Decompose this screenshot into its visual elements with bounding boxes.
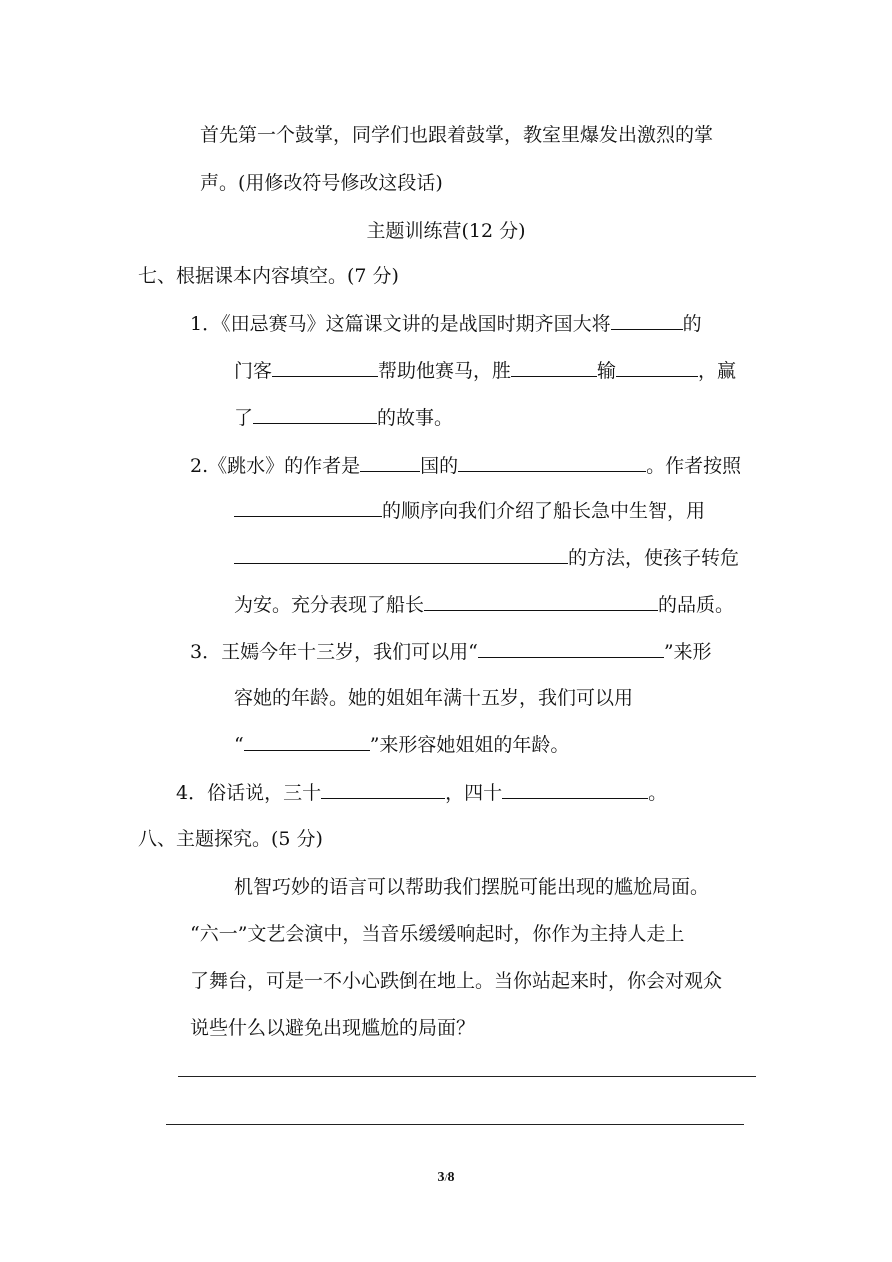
answer-blank[interactable] xyxy=(616,357,698,377)
q7-item1-text-g: 了 xyxy=(234,407,254,429)
q7-item2-text-a: 2.《跳水》的作者是 xyxy=(190,455,361,477)
q7-item4-text-a: 4．俗话说，三十 xyxy=(176,782,322,804)
q7-item2-line1 xyxy=(190,452,741,479)
q7-item1-text-f: ，赢 xyxy=(698,360,737,382)
answer-blank[interactable] xyxy=(424,591,658,611)
answer-blank[interactable] xyxy=(511,357,597,377)
q7-item4-line1 xyxy=(176,779,667,806)
q7-item1-text-d: 帮助他赛马，胜 xyxy=(378,360,512,382)
q7-item3-text-a: 3．王嫣今年十三岁，我们可以用“ xyxy=(190,641,478,663)
q7-item1-text-c: 门客 xyxy=(234,360,273,382)
intro-line-2: 声。(用修改符号修改这段话) xyxy=(200,172,443,194)
q7-item1-text-a: 1．《田忌赛马》这篇课文讲的是战国时期齐国大将 xyxy=(190,313,611,335)
answer-blank[interactable] xyxy=(272,357,378,377)
answer-blank[interactable] xyxy=(253,404,377,424)
q7-item3-text-b: ”来形 xyxy=(663,641,712,663)
answer-blank[interactable] xyxy=(234,544,568,564)
q7-item3-text-e: ”来形容她姐姐的年龄。 xyxy=(369,734,570,756)
section-heading: 主题训练营(12 分) xyxy=(366,220,526,242)
q7-item2-line3 xyxy=(234,544,739,571)
q7-item1-line3 xyxy=(234,404,453,431)
q8-heading: 八、主题探究。(5 分) xyxy=(138,828,323,850)
answer-blank[interactable] xyxy=(611,310,683,330)
q8-paragraph-line-4: 说些什么以避免出现尴尬的局面？ xyxy=(190,1017,476,1039)
q7-item2-text-b: 国的 xyxy=(420,455,459,477)
answer-line-1[interactable] xyxy=(178,1076,756,1077)
q7-item2-text-d: 的顺序向我们介绍了船长急中生智，用 xyxy=(382,500,706,522)
answer-blank[interactable] xyxy=(321,779,445,799)
q7-item1-text-e: 输 xyxy=(597,360,617,382)
q7-item1-line2 xyxy=(234,357,736,384)
q7-item2-line2 xyxy=(234,497,705,524)
q8-paragraph-line-1: 机智巧妙的语言可以帮助我们摆脱可能出现的尴尬局面。 xyxy=(234,876,710,898)
page-total: 8 xyxy=(447,1170,455,1185)
answer-blank[interactable] xyxy=(458,452,646,472)
q7-item2-text-g: 的品质。 xyxy=(658,594,735,616)
answer-blank[interactable] xyxy=(244,731,370,751)
answer-blank[interactable] xyxy=(478,638,664,658)
answer-blank[interactable] xyxy=(502,779,648,799)
q7-item1-line1 xyxy=(190,310,702,337)
q7-item2-text-c: 。作者按照 xyxy=(646,455,742,477)
page-separator: / xyxy=(444,1172,448,1184)
q7-item1-text-h: 的故事。 xyxy=(377,407,454,429)
q7-item4-text-c: 。 xyxy=(648,782,668,804)
q7-item2-line4 xyxy=(234,591,734,618)
q7-item4-text-b: ，四十 xyxy=(445,782,503,804)
q8-paragraph-line-3: 了舞台，可是一不小心跌倒在地上。当你站起来时，你会对观众 xyxy=(190,970,723,992)
q7-item3-line2: 容她的年龄。她的姐姐年满十五岁，我们可以用 xyxy=(234,687,634,709)
page-current: 3 xyxy=(437,1170,445,1185)
q7-item3-text-d: “ xyxy=(234,734,244,756)
answer-line-2[interactable] xyxy=(166,1124,744,1125)
q7-item3-line3 xyxy=(234,731,569,758)
q7-item2-text-e: 的方法，使孩子转危 xyxy=(568,547,740,569)
q7-heading: 七、根据课本内容填空。(7 分) xyxy=(138,265,399,287)
answer-blank[interactable] xyxy=(360,452,420,472)
q8-paragraph-line-2: “六一”文艺会演中，当音乐缓缓响起时，你作为主持人走上 xyxy=(190,923,685,945)
intro-line-1: 首先第一个鼓掌，同学们也跟着鼓掌，教室里爆发出激烈的掌 xyxy=(200,124,714,146)
page-number xyxy=(0,1168,892,1188)
q7-item3-line1 xyxy=(190,638,712,665)
q7-item2-text-f: 为安。充分表现了船长 xyxy=(234,594,425,616)
q7-item1-text-b: 的 xyxy=(682,313,702,335)
answer-blank[interactable] xyxy=(234,497,382,517)
